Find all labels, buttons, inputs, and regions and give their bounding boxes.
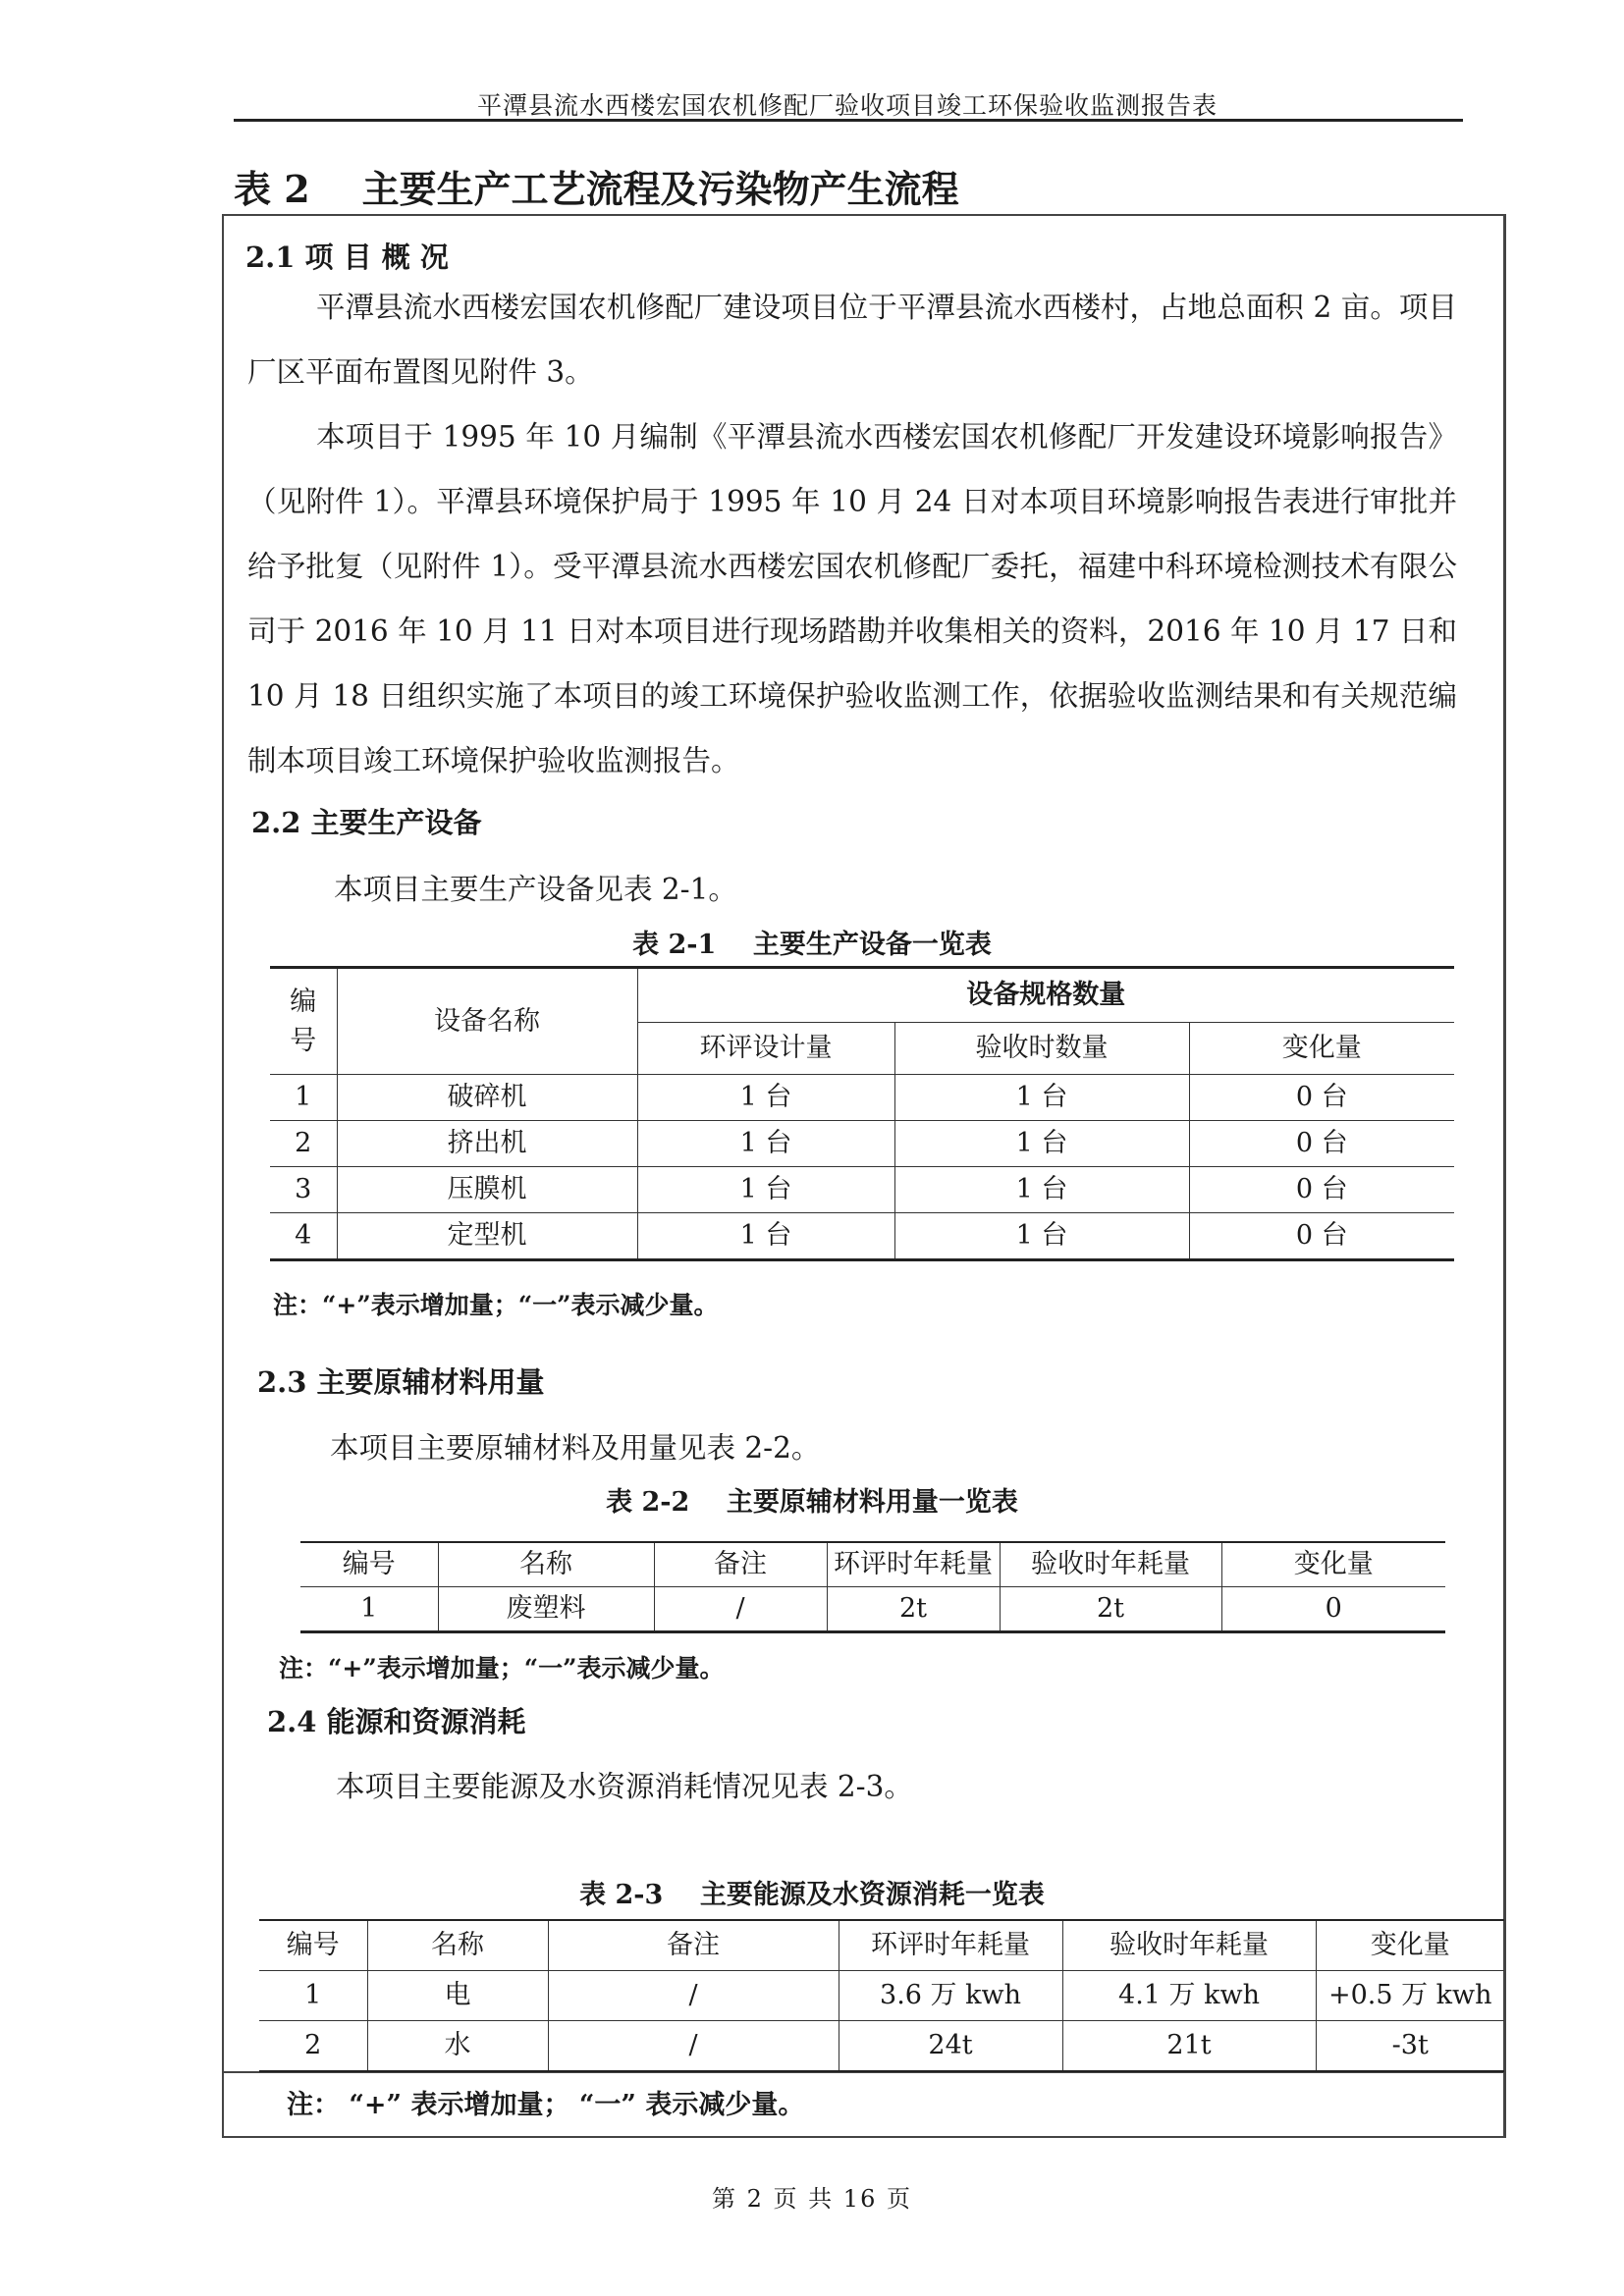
header-rule [234, 119, 1463, 122]
cell-name: 水 [367, 2021, 548, 2072]
cell-eia: 1 台 [637, 1213, 894, 1260]
col-header-eia-usage: 环评时年耗量 [839, 1920, 1062, 1971]
table-row [270, 1213, 1454, 1260]
cell-no: 2 [270, 1121, 337, 1167]
cell-eia-usage: 3.6 万 kwh [839, 1971, 1062, 2021]
lead-2-4: 本项目主要能源及水资源消耗情况见表 2-3。 [336, 1770, 913, 1803]
cell-name: 压膜机 [337, 1167, 637, 1213]
col-header-no: 编号 [259, 1920, 367, 1971]
cell-remark: / [548, 2021, 839, 2072]
cell-no: 3 [270, 1167, 337, 1213]
cell-no: 1 [270, 1075, 337, 1121]
cell-change: -3t [1316, 2021, 1504, 2072]
col-header-group: 设备规格数量 [637, 968, 1454, 1023]
note-table-2-1: 注：“+”表示增加量；“一”表示减少量。 [273, 1291, 719, 1319]
col-header-no: 编号 [300, 1542, 438, 1587]
lead-2-2: 本项目主要生产设备见表 2-1。 [334, 873, 737, 906]
section-title-text: 主要生产工艺流程及污染物产生流程 [361, 167, 959, 211]
section-number: 表 2 [234, 167, 310, 211]
col-header-remark: 备注 [654, 1542, 827, 1587]
col-header-accept-usage: 验收时年耗量 [1000, 1542, 1221, 1587]
col-header-name: 设备名称 [337, 968, 637, 1075]
table-row [300, 1587, 1445, 1632]
cell-accept-usage: 2t [1000, 1587, 1221, 1632]
heading-2-2: 2.2 主要生产设备 [251, 806, 482, 839]
table-row [259, 1971, 1504, 2021]
cell-accept: 1 台 [894, 1213, 1189, 1260]
cell-change: 0 台 [1189, 1167, 1454, 1213]
table-row [259, 2021, 1504, 2072]
cell-change: +0.5 万 kwh [1316, 1971, 1504, 2021]
cell-eia: 1 台 [637, 1121, 894, 1167]
caption-table-2-1: 表 2-1 主要生产设备一览表 [632, 930, 992, 960]
cell-remark: / [654, 1587, 827, 1632]
heading-2-3: 2.3 主要原辅材料用量 [257, 1365, 545, 1399]
table-2-1 [270, 966, 1454, 1261]
col-header-accept-usage: 验收时年耗量 [1062, 1920, 1316, 1971]
heading-2-1: 2.1 项 目 概 况 [245, 240, 449, 274]
cell-eia: 1 台 [637, 1167, 894, 1213]
paragraph-2-1-b: 本项目于 1995 年 10 月编制《平潭县流水西楼宏国农机修配厂开发建设环境影响报告》（见附件 1）。平潭县环境保护局于 1995 年 10 月 24 日对本项目环境影响报告表进行审批并给予批复（见附件 1）。受平潭县流水西楼宏国农机修配厂委托，福建中科环境检测技术有限公司于 2016 年 10 月 11 日对本项目进行现场踏勘并收集相关的资料，2016 年 10 月 17 日和 10 月 18 日组织实施了本项目的竣工环境保护验收监测工作，依据验收监测结果和有关规范编制本项目竣工环境保护验收监测报告。 [247, 420, 1457, 777]
cell-name: 挤出机 [337, 1121, 637, 1167]
lead-2-3: 本项目主要原辅材料及用量见表 2-2。 [330, 1431, 821, 1465]
col-header-change: 变化量 [1189, 1023, 1454, 1075]
cell-remark: / [548, 1971, 839, 2021]
cell-name: 废塑料 [438, 1587, 654, 1632]
cell-eia-usage: 2t [827, 1587, 1000, 1632]
cell-name: 定型机 [337, 1213, 637, 1260]
cell-no: 2 [259, 2021, 367, 2072]
col-header-change: 变化量 [1316, 1920, 1504, 1971]
running-header: 平潭县流水西楼宏国农机修配厂验收项目竣工环保验收监测报告表 [476, 91, 1218, 120]
col-header-remark: 备注 [548, 1920, 839, 1971]
cell-name: 电 [367, 1971, 548, 2021]
caption-table-2-2: 表 2-2 主要原辅材料用量一览表 [606, 1487, 1018, 1518]
cell-no: 1 [259, 1971, 367, 2021]
cell-change: 0 [1221, 1587, 1445, 1632]
cell-name: 破碎机 [337, 1075, 637, 1121]
col-header-eia-usage: 环评时年耗量 [827, 1542, 1000, 1587]
cell-no: 1 [300, 1587, 438, 1632]
cell-accept-usage: 4.1 万 kwh [1062, 1971, 1316, 2021]
cell-no: 4 [270, 1213, 337, 1260]
cell-accept-usage: 21t [1062, 2021, 1316, 2072]
table-row [270, 1121, 1454, 1167]
caption-table-2-3: 表 2-3 主要能源及水资源消耗一览表 [579, 1880, 1045, 1910]
cell-eia: 1 台 [637, 1075, 894, 1121]
cell-change: 0 台 [1189, 1213, 1454, 1260]
col-header-accept: 验收时数量 [894, 1023, 1189, 1075]
section-title [234, 159, 959, 213]
paragraph-2-1-a: 平潭县流水西楼宏国农机修配厂建设项目位于平潭县流水西楼村，占地总面积 2 亩。项目厂区平面布置图见附件 3。 [247, 291, 1457, 389]
table-2-3 [259, 1919, 1504, 2072]
cell-accept: 1 台 [894, 1075, 1189, 1121]
col-header-eia: 环评设计量 [637, 1023, 894, 1075]
cell-change: 0 台 [1189, 1075, 1454, 1121]
col-header-no: 编 号 [270, 968, 337, 1075]
cell-eia-usage: 24t [839, 2021, 1062, 2072]
col-header-name: 名称 [367, 1920, 548, 1971]
table-row [270, 1167, 1454, 1213]
col-header-change: 变化量 [1221, 1542, 1445, 1587]
col-header-name: 名称 [438, 1542, 654, 1587]
cell-accept: 1 台 [894, 1167, 1189, 1213]
note-table-2-2: 注：“+”表示增加量；“一”表示减少量。 [279, 1654, 725, 1682]
note-table-2-3: 注： “+” 表示增加量； “一” 表示减少量。 [287, 2090, 805, 2120]
heading-2-4: 2.4 能源和资源消耗 [267, 1705, 526, 1738]
page-number: 第 2 页 共 16 页 [712, 2185, 912, 2213]
table-row [270, 1075, 1454, 1121]
cell-accept: 1 台 [894, 1121, 1189, 1167]
table-2-2 [300, 1541, 1445, 1633]
cell-change: 0 台 [1189, 1121, 1454, 1167]
